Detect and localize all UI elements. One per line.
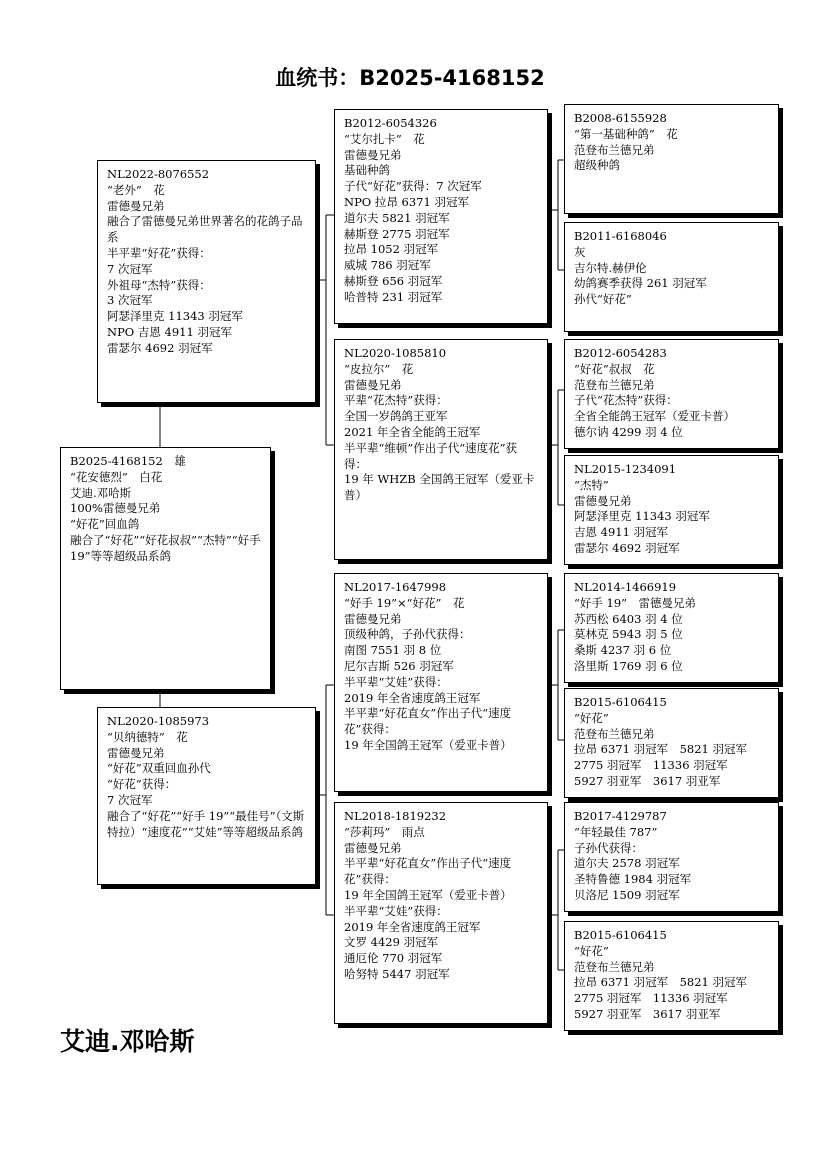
pedigree-line: 洛里斯 1769 羽 6 位 xyxy=(574,658,683,673)
pedigree-line: “杰特” xyxy=(574,477,609,492)
pedigree-line: 子孙代获得： xyxy=(574,840,643,855)
pedigree-line: 雷德曼兄弟 xyxy=(107,198,165,213)
pedigree-line: “好花”回血鸽 xyxy=(70,517,140,532)
pedigree-line: 雷德曼兄弟 xyxy=(574,493,632,508)
pedigree-box-subject xyxy=(60,447,271,690)
pedigree-line: 吉恩 4911 羽冠军 xyxy=(574,525,669,540)
pedigree-line: 阿瑟泽里克 11343 羽冠军 xyxy=(574,509,710,524)
pedigree-line: 范登布兰德兄弟 xyxy=(574,377,655,392)
pedigree-line: 2019 年全省速度鸽王冠军 xyxy=(344,690,481,705)
pedigree-line: 苏西松 6403 羽 4 位 xyxy=(574,611,683,626)
pedigree-line: 阿瑟泽里克 11343 羽冠军 xyxy=(107,309,243,324)
pedigree-line: 平辈“花杰特”获得： xyxy=(344,393,448,408)
pedigree-line: “莎莉玛” 雨点 xyxy=(344,824,425,839)
pedigree-line: 道尔夫 5821 羽冠军 xyxy=(344,210,450,225)
pedigree-line: 半平辈“艾娃”获得： xyxy=(344,674,448,689)
pedigree-line: 雷德曼兄弟 xyxy=(344,840,402,855)
pedigree-line: 7 次冠军 xyxy=(107,261,153,276)
pedigree-line: B2015-6106415 xyxy=(574,928,667,942)
pedigree-line: “好花” xyxy=(574,710,609,725)
pedigree-box-ddd xyxy=(564,921,779,1031)
pedigree-line: 哈普特 231 羽冠军 xyxy=(344,289,443,304)
pedigree-line: NPO 吉恩 4911 羽冠军 xyxy=(107,324,232,339)
pedigree-line: 5927 羽亚军 3617 羽亚军 xyxy=(574,773,721,788)
pedigree-line: “好花”获得： xyxy=(107,777,177,792)
pedigree-line: NL2014-1466919 xyxy=(574,580,677,594)
pedigree-line: 雷德曼兄弟 xyxy=(344,377,402,392)
pedigree-line: 雷瑟尔 4692 羽冠军 xyxy=(574,540,680,555)
pedigree-line: 子代“好花”获得：7 次冠军 xyxy=(344,179,482,194)
pedigree-line: “第一基础种鸽” 花 xyxy=(574,126,678,141)
pedigree-line: 南图 7551 羽 8 位 xyxy=(344,643,442,658)
pedigree-line: B2017-4129787 xyxy=(574,809,667,823)
pedigree-box-dsd xyxy=(564,688,779,798)
pedigree-line: “贝纳德特” 花 xyxy=(107,729,188,744)
pedigree-line: 19 年 WHZB 全国鸽王冠军（爱亚卡普） xyxy=(344,472,535,503)
pedigree-line: NL2020-1085810 xyxy=(344,346,447,360)
pedigree-box-dam xyxy=(97,707,316,885)
pedigree-line: “好花”双重回血孙代 xyxy=(107,761,211,776)
pedigree-line: B2015-6106415 xyxy=(574,695,667,709)
pedigree-line: 100%雷德曼兄弟 xyxy=(70,501,161,516)
pedigree-line: 尼尔吉斯 526 羽冠军 xyxy=(344,658,454,673)
pedigree-line: 融合了“好花”“好手 19”“最佳号”（文斯特拉）“速度花”“艾娃”等等超级品系鸽 xyxy=(107,808,305,839)
pedigree-box-dss xyxy=(564,573,779,683)
pedigree-line: NPO 拉昂 6371 羽冠军 xyxy=(344,194,469,209)
pedigree-line: 艾迪.邓哈斯 xyxy=(70,485,132,500)
pedigree-line: NL2020-1085973 xyxy=(107,714,210,728)
pedigree-box-sire-dam xyxy=(334,339,548,560)
pedigree-line: 2021 年全省全能鸽王冠军 xyxy=(344,424,481,439)
pedigree-line: “老外” 花 xyxy=(107,182,165,197)
pedigree-line: 雷德曼兄弟 xyxy=(344,147,402,162)
pedigree-line: 赫斯登 656 羽冠军 xyxy=(344,273,443,288)
pedigree-line: 灰 xyxy=(574,244,586,259)
pedigree-line: “年轻最佳 787” xyxy=(574,824,658,839)
pedigree-box-dds xyxy=(564,802,779,912)
pedigree-line: NL2018-1819232 xyxy=(344,809,447,823)
pedigree-line: NL2017-1647998 xyxy=(344,580,447,594)
pedigree-line: 融合了雷德曼兄弟世界著名的花鸽子品系 xyxy=(107,214,303,245)
page-title: 血统书：B2025-4168152 xyxy=(275,66,545,90)
pedigree-line: 2775 羽冠军 11336 羽冠军 xyxy=(574,991,728,1006)
pedigree-box-dam-sire xyxy=(334,573,548,792)
pedigree-line: 顶级种鸽，子孙代获得： xyxy=(344,627,471,642)
pedigree-line: 莫林克 5943 羽 5 位 xyxy=(574,627,683,642)
pedigree-line: 范登布兰德兄弟 xyxy=(574,726,655,741)
pedigree-line: B2012-6054283 xyxy=(574,346,667,360)
pedigree-line: 哈努特 5447 羽冠军 xyxy=(344,966,450,981)
pedigree-line: 桑斯 4237 羽 6 位 xyxy=(574,643,672,658)
pedigree-line: 拉昂 1052 羽冠军 xyxy=(344,242,439,257)
pedigree-line: B2012-6054326 xyxy=(344,116,437,130)
pedigree-line: 范登布兰德兄弟 xyxy=(574,959,655,974)
pedigree-line: 7 次冠军 xyxy=(107,792,153,807)
pedigree-line: 吉尔特.赫伊伦 xyxy=(574,260,647,275)
pedigree-box-dam-dam xyxy=(334,802,548,1024)
pedigree-line: 德尔讷 4299 羽 4 位 xyxy=(574,424,683,439)
pedigree-line: 雷德曼兄弟 xyxy=(107,745,165,760)
pedigree-line: 通厄伦 770 羽冠军 xyxy=(344,951,443,966)
pedigree-line: 基础种鸽 xyxy=(344,163,390,178)
pedigree-line: 幼鸽赛季获得 261 羽冠军 xyxy=(574,276,707,291)
pedigree-line: NL2015-1234091 xyxy=(574,462,677,476)
pedigree-line: 19 年全国鸽王冠军（爱亚卡普） xyxy=(344,887,512,902)
pedigree-line: 2019 年全省速度鸽王冠军 xyxy=(344,919,481,934)
pedigree-line: 超级种鸽 xyxy=(574,158,620,173)
pedigree-line: 道尔夫 2578 羽冠军 xyxy=(574,856,680,871)
pedigree-line: 5927 羽亚军 3617 羽亚军 xyxy=(574,1006,721,1021)
pedigree-box-sss xyxy=(564,104,779,214)
pedigree-line: 全省全能鸽王冠军（爱亚卡普） xyxy=(574,409,735,424)
pedigree-box-sdd xyxy=(564,455,779,565)
pedigree-line: 拉昂 6371 羽冠军 5821 羽冠军 xyxy=(574,742,747,757)
pedigree-line: 19 年全国鸽王冠军（爱亚卡普） xyxy=(344,737,512,752)
pedigree-line: 威城 786 羽冠军 xyxy=(344,258,431,273)
pedigree-line: 雷瑟尔 4692 羽冠军 xyxy=(107,340,213,355)
pedigree-box-sds xyxy=(564,339,779,449)
pedigree-line: B2025-4168152 雄 xyxy=(70,454,186,468)
pedigree-line: 3 次冠军 xyxy=(107,293,153,308)
pedigree-box-sire-sire xyxy=(334,109,548,324)
pedigree-box-ssd xyxy=(564,222,779,332)
pedigree-line: “好手 19” 雷德曼兄弟 xyxy=(574,595,697,610)
pedigree-line: 文罗 4429 羽冠军 xyxy=(344,935,439,950)
pedigree-line: 孙代“好花” xyxy=(574,292,632,307)
pedigree-line: 融合了“好花”“好花叔叔”“杰特”“好手 19”等等超级品系鸽 xyxy=(70,532,265,563)
pedigree-line: NL2022-8076552 xyxy=(107,167,210,181)
pedigree-line: 贝洛尼 1509 羽冠军 xyxy=(574,887,680,902)
owner-name: 艾迪.邓哈斯 xyxy=(60,1027,195,1056)
pedigree-line: B2011-6168046 xyxy=(574,229,667,243)
pedigree-line: B2008-6155928 xyxy=(574,111,667,125)
pedigree-line: 半平辈“艾娃”获得： xyxy=(344,903,448,918)
pedigree-line: 全国一岁鸽鸽王亚军 xyxy=(344,409,448,424)
pedigree-box-sire xyxy=(97,160,316,403)
pedigree-line: “好花” xyxy=(574,943,609,958)
pedigree-line: “好手 19”×“好花” 花 xyxy=(344,595,465,610)
pedigree-line: 雷德曼兄弟 xyxy=(344,611,402,626)
pedigree-line: “花安德烈” 白花 xyxy=(70,469,163,484)
pedigree-line: 半平辈“维顿”作出子代“速度花”获得： xyxy=(344,440,518,471)
pedigree-line: “艾尔扎卡” 花 xyxy=(344,131,425,146)
pedigree-line: 半平辈“好花直女”作出子代“速度花”获得： xyxy=(344,706,512,737)
pedigree-line: 半平辈“好花”获得： xyxy=(107,245,211,260)
pedigree-line: 半平辈“好花直女”作出子代“速度花”获得： xyxy=(344,856,512,887)
pedigree-line: 赫斯登 2775 羽冠军 xyxy=(344,226,450,241)
pedigree-line: 拉昂 6371 羽冠军 5821 羽冠军 xyxy=(574,975,747,990)
pedigree-line: “皮拉尔” 花 xyxy=(344,361,414,376)
pedigree-line: 子代“花杰特”获得： xyxy=(574,393,678,408)
pedigree-line: 范登布兰德兄弟 xyxy=(574,142,655,157)
pedigree-line: 2775 羽冠军 11336 羽冠军 xyxy=(574,758,728,773)
pedigree-line: 外祖母“杰特”获得： xyxy=(107,277,211,292)
pedigree-line: 圣特鲁德 1984 羽冠军 xyxy=(574,872,692,887)
pedigree-line: “好花”叔叔 花 xyxy=(574,361,655,376)
